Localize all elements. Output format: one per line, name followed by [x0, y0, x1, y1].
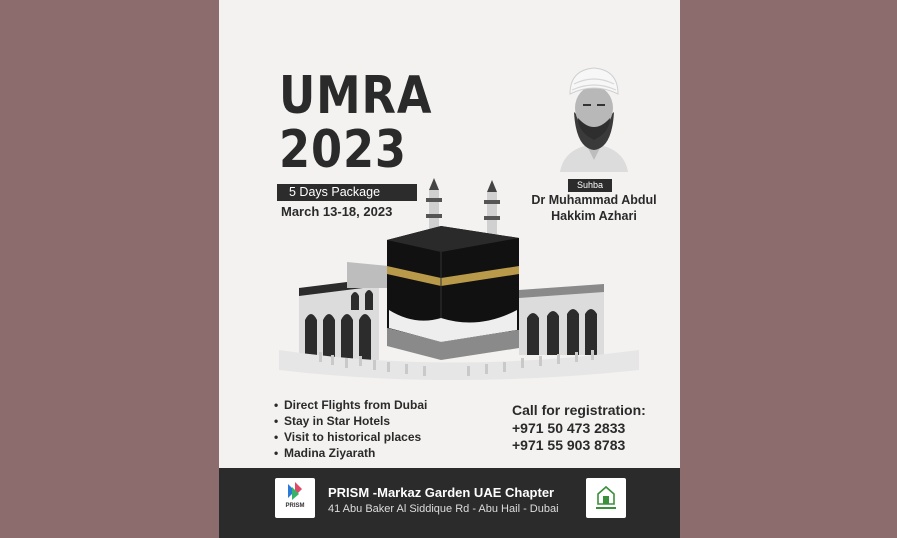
- feature-item: • Madina Ziyarath: [274, 446, 376, 460]
- speaker-role: Suhba: [568, 179, 612, 192]
- markaz-garden-logo: [586, 478, 626, 518]
- footer-title: PRISM -Markaz Garden UAE Chapter: [328, 485, 555, 500]
- feature-item: • Stay in Star Hotels: [274, 414, 391, 428]
- kaaba-illustration: [219, 170, 680, 400]
- footer-address: 41 Abu Baker Al Siddique Rd - Abu Hail - Dubai: [328, 503, 559, 515]
- speaker-name-line1: Dr Muhammad Abdul: [531, 193, 657, 207]
- registration-label: Call for registration:: [512, 402, 646, 418]
- package-dates: March 13-18, 2023: [281, 204, 393, 219]
- title-year: 2023: [279, 120, 407, 180]
- phone-number: +971 55 903 8783: [512, 437, 626, 453]
- speaker-portrait: [556, 60, 632, 172]
- title-umra: UMRA: [279, 66, 433, 126]
- features-list: [274, 397, 427, 461]
- markaz-logo-mark: [586, 478, 626, 518]
- prism-logo-mark: [275, 478, 315, 502]
- kaaba: [387, 226, 519, 360]
- prism-logo: [275, 478, 315, 518]
- phone-number: +971 50 473 2833: [512, 420, 626, 436]
- feature-item: • Visit to historical places: [274, 430, 422, 444]
- feature-item: • Direct Flights from Dubai: [274, 398, 428, 412]
- prism-logo-text: PRISM: [285, 503, 305, 509]
- left-arcade: [299, 262, 389, 360]
- package-label: 5 Days Package: [277, 184, 417, 201]
- speaker-name-line2: Hakkim Azhari: [551, 209, 637, 223]
- footer-bar: [219, 468, 680, 538]
- right-arcade: [519, 284, 604, 355]
- poster: [219, 0, 680, 538]
